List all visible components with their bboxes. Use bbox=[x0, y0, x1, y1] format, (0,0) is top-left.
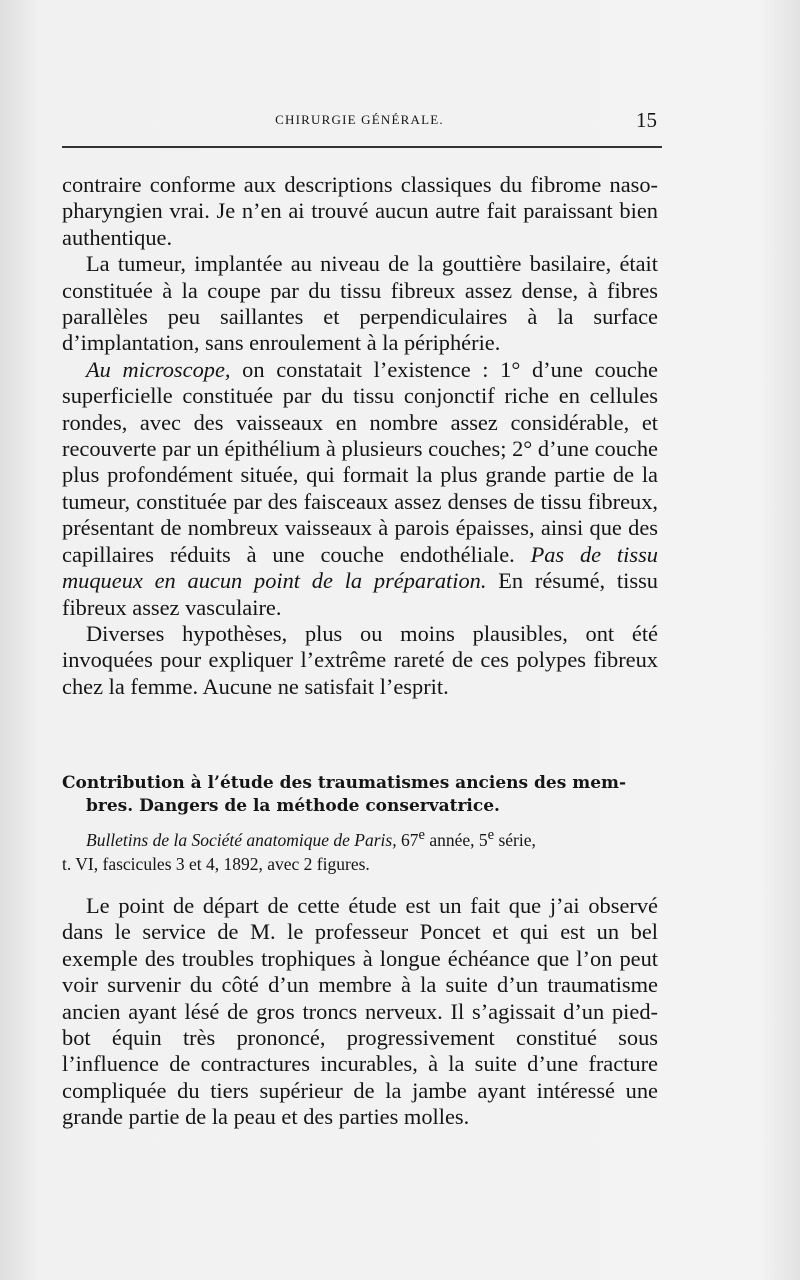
citation-details: t. VI, fascicules 3 et 4, 1892, avec 2 figures. bbox=[62, 853, 370, 874]
page-header bbox=[62, 108, 657, 136]
page-number: 15 bbox=[636, 108, 657, 132]
citation-journal: Bulletins de la Société anatomique de Paris, bbox=[86, 829, 397, 850]
citation bbox=[62, 823, 658, 876]
running-title: CHIRURGIE GÉNÉRALE. bbox=[275, 112, 444, 127]
paragraph-hypotheses: Diverses hypothèses, plus ou moins plausibles, ont été invoquées pour expliquer l’extrême rareté de ces polypes fibreux chez la femme. Aucune ne satisfait l’esprit. bbox=[62, 620, 658, 699]
paragraph-tumeur: La tumeur, implantée au niveau de la gouttière basilaire, était constituée à la coupe par du tissu fibreux assez dense, à fibres parallèles peu saillantes et perpendiculaires à la surface d’implantation, sans enroulement à la périphérie. bbox=[62, 251, 658, 356]
paragraph-continuation: contraire conforme aux descriptions classiques du fibrome naso-pharyngien vrai. Je n’en ai trouvé aucun autre fait paraissant bien authentique. bbox=[62, 172, 658, 250]
microscope-lead: Au microscope, bbox=[86, 356, 231, 382]
citation-year-suffix: e bbox=[418, 827, 425, 843]
citation-year: 67 bbox=[396, 829, 419, 850]
paragraph-point-de-depart: Le point de départ de cette étude est un fait que j’ai observé dans le service de M. le professeur Poncet et qui est un bel exemple des troubles trophiques à longue échéance que l’on peut voir survenir du côté d’un membre à la suite d’un traumatisme ancien ayant lésé de gros troncs nerveux. Il s’agissait d’un pied-bot équin très prononcé, progressivement constitué sous l’influence de contractures incurables, à la suite d’une fracture compliquée du tiers supérieur de la jambe ayant intéressé une grande partie de la peau et des parties molles. bbox=[62, 893, 658, 1130]
microscope-text-1: on constatait l’existence : 1° d’une couche superficielle constituée par du tissu conjonctif riche en cellules rondes, avec des vaisseaux en nombre assez considérable, et recouverte par un épithélium à plusieurs couches; 2° d’une couche plus profondément située, qui formait la plus grande partie de la tumeur, constituée par des faisceaux assez denses de tissu fibreux, présentant de nombreux vaisseaux à parois épaisses, ainsi que des capillaires réduits à une couche endothéliale. bbox=[62, 356, 658, 567]
citation-series-suffix: e bbox=[487, 827, 495, 843]
section-heading-line-2: bres. Dangers de la méthode conservatrice. bbox=[86, 796, 500, 816]
microscope-text-2: En résumé, tissu fibreux assez vasculaire. bbox=[62, 568, 658, 620]
citation-series-rest: série, bbox=[494, 829, 536, 850]
first-section bbox=[62, 172, 658, 700]
section-heading bbox=[62, 772, 658, 818]
second-section bbox=[62, 893, 658, 1131]
microscope-emphasis: Pas de tissu muqueux en aucun point de la préparation. bbox=[62, 541, 658, 594]
paragraph-microscope bbox=[62, 357, 658, 621]
section-heading-line-1: Contribution à l’étude des traumatismes anciens des mem- bbox=[62, 773, 627, 793]
citation-year-rest: année, 5 bbox=[424, 829, 488, 850]
header-rule bbox=[62, 146, 662, 148]
